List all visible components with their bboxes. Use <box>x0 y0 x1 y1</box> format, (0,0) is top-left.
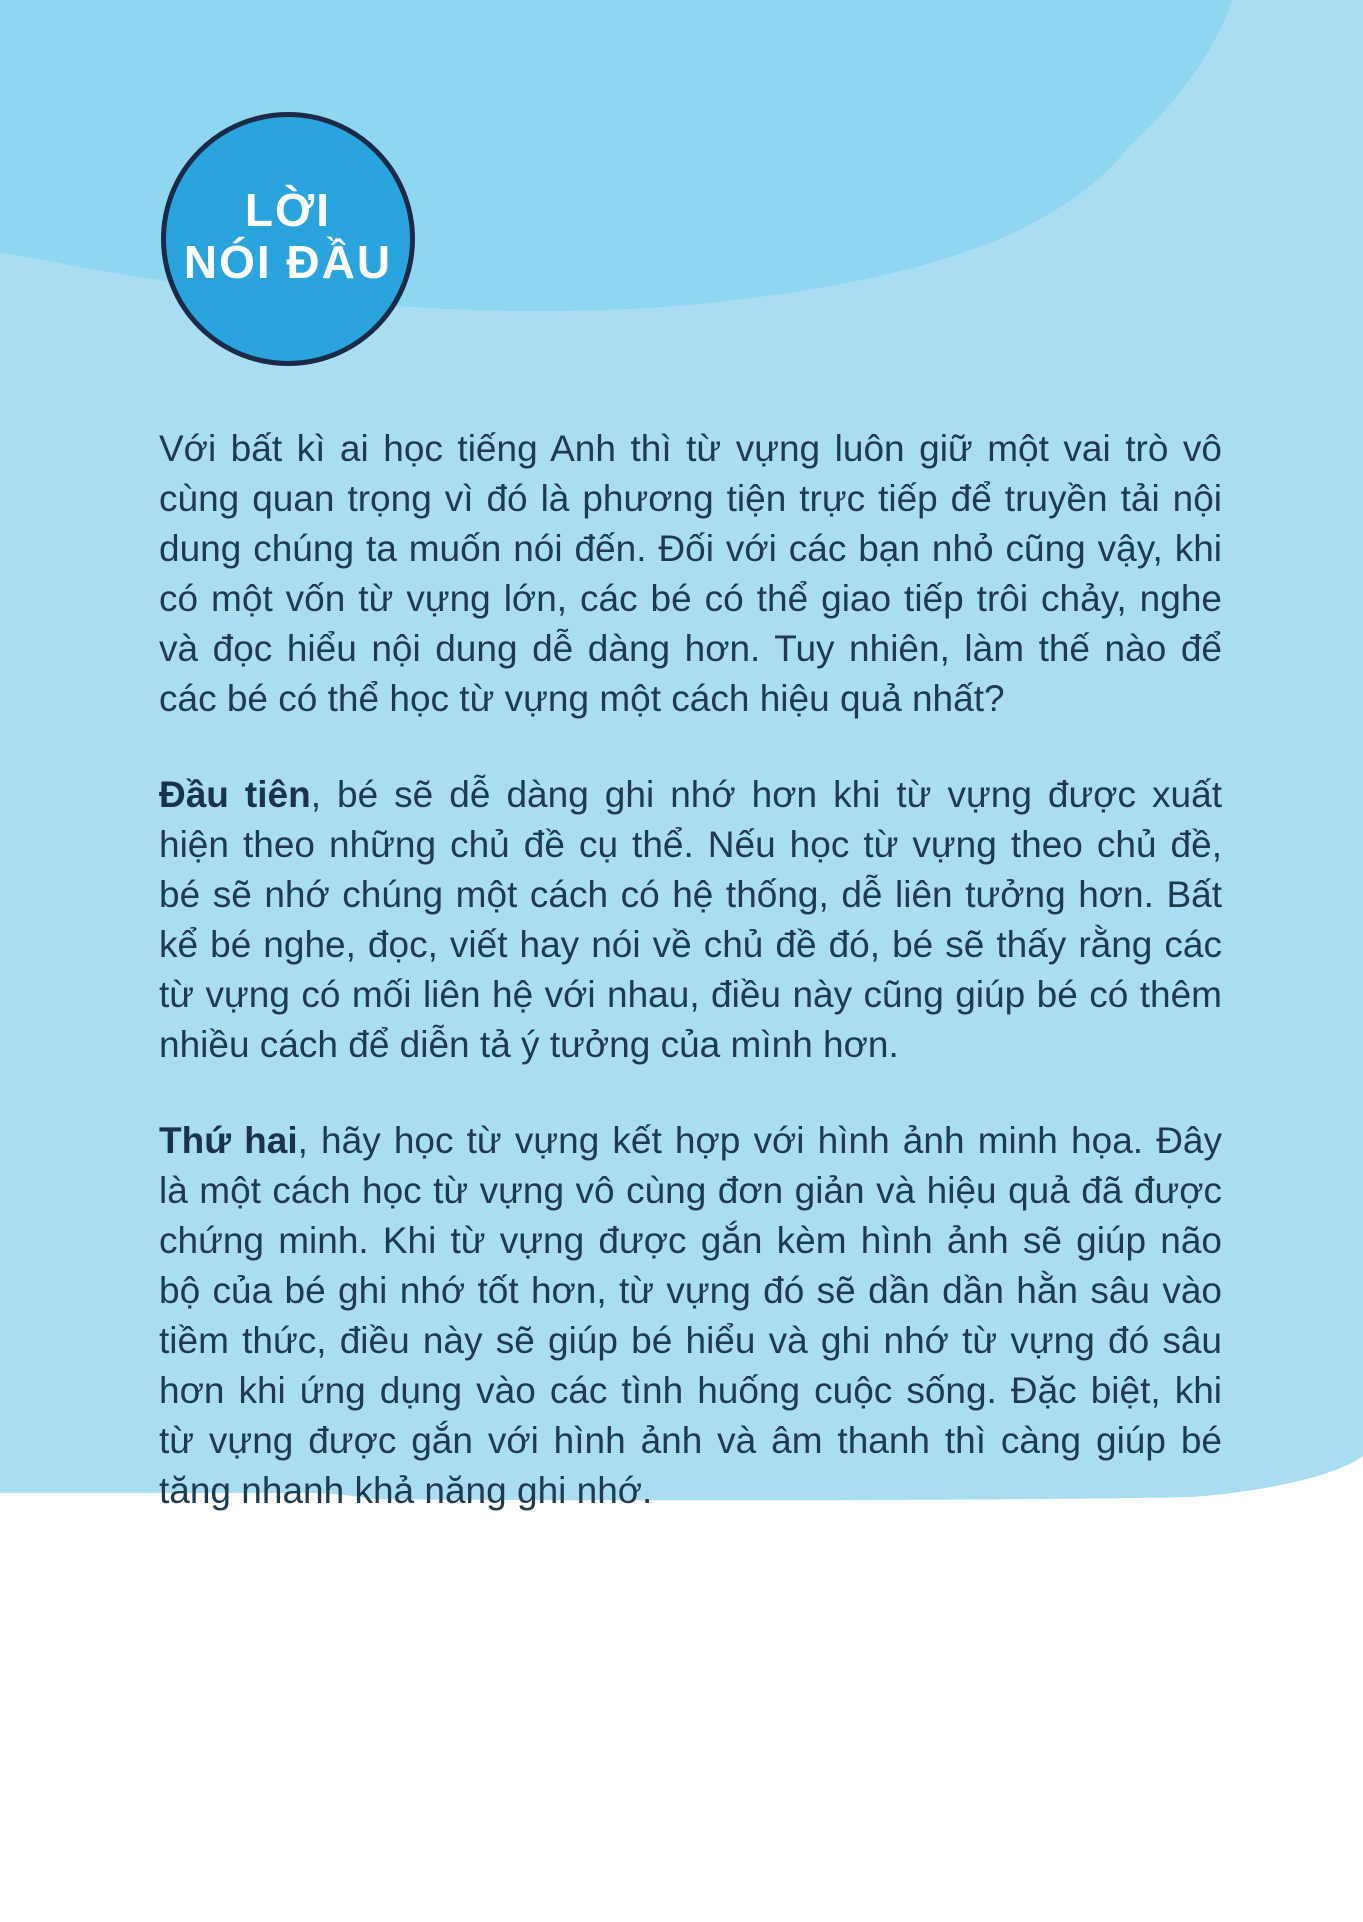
badge-title <box>184 184 392 289</box>
paragraph-lead: Thứ hai <box>159 1120 298 1161</box>
paragraph-first-point <box>159 770 1222 1070</box>
paragraph-body: , bé sẽ dễ dàng ghi nhớ hơn khi từ vựng được xuất hiện theo những chủ đề cụ thể. Nếu học từ vựng theo chủ đề, bé sẽ nhớ chúng một cách có hệ thống, dễ liên tưởng hơn. Bất kể bé nghe, đọc, viết hay nói về chủ đề đó, bé sẽ thấy rằng các từ vựng có mối liên hệ với nhau, điều này cũng giúp bé có thêm nhiều cách để diễn tả ý tưởng của mình hơn. <box>159 774 1222 1065</box>
paragraph-body: , hãy học từ vựng kết hợp với hình ảnh minh họa. Đây là một cách học từ vựng vô cùng đơn giản và hiệu quả đã được chứng minh. Khi từ vựng được gắn kèm hình ảnh sẽ giúp não bộ của bé ghi nhớ tốt hơn, từ vựng đó sẽ dần dần hằn sâu vào tiềm thức, điều này sẽ giúp bé hiểu và ghi nhớ từ vựng đó sâu hơn khi ứng dụng vào các tình huống cuộc sống. Đặc biệt, khi từ vựng được gắn với hình ảnh và âm thanh thì càng giúp bé tăng nhanh khả năng ghi nhớ. <box>159 1120 1222 1511</box>
preface-text <box>159 424 1222 1562</box>
preface-badge <box>161 112 415 366</box>
paragraph-lead: Đầu tiên <box>159 774 311 815</box>
paragraph-intro <box>159 424 1222 724</box>
paragraph-body: Với bất kì ai học tiếng Anh thì từ vựng luôn giữ một vai trò vô cùng quan trọng vì đó là phương tiện trực tiếp để truyền tải nội dung chúng ta muốn nói đến. Đối với các bạn nhỏ cũng vậy, khi có một vốn từ vựng lớn, các bé có thể giao tiếp trôi chảy, nghe và đọc hiểu nội dung dễ dàng hơn. Tuy nhiên, làm thế nào để các bé có thể học từ vựng một cách hiệu quả nhất? <box>159 428 1222 719</box>
badge-title-line1: LỜI <box>244 183 332 236</box>
badge-title-line2: NÓI ĐẦU <box>183 236 393 288</box>
paragraph-second-point <box>159 1116 1222 1516</box>
